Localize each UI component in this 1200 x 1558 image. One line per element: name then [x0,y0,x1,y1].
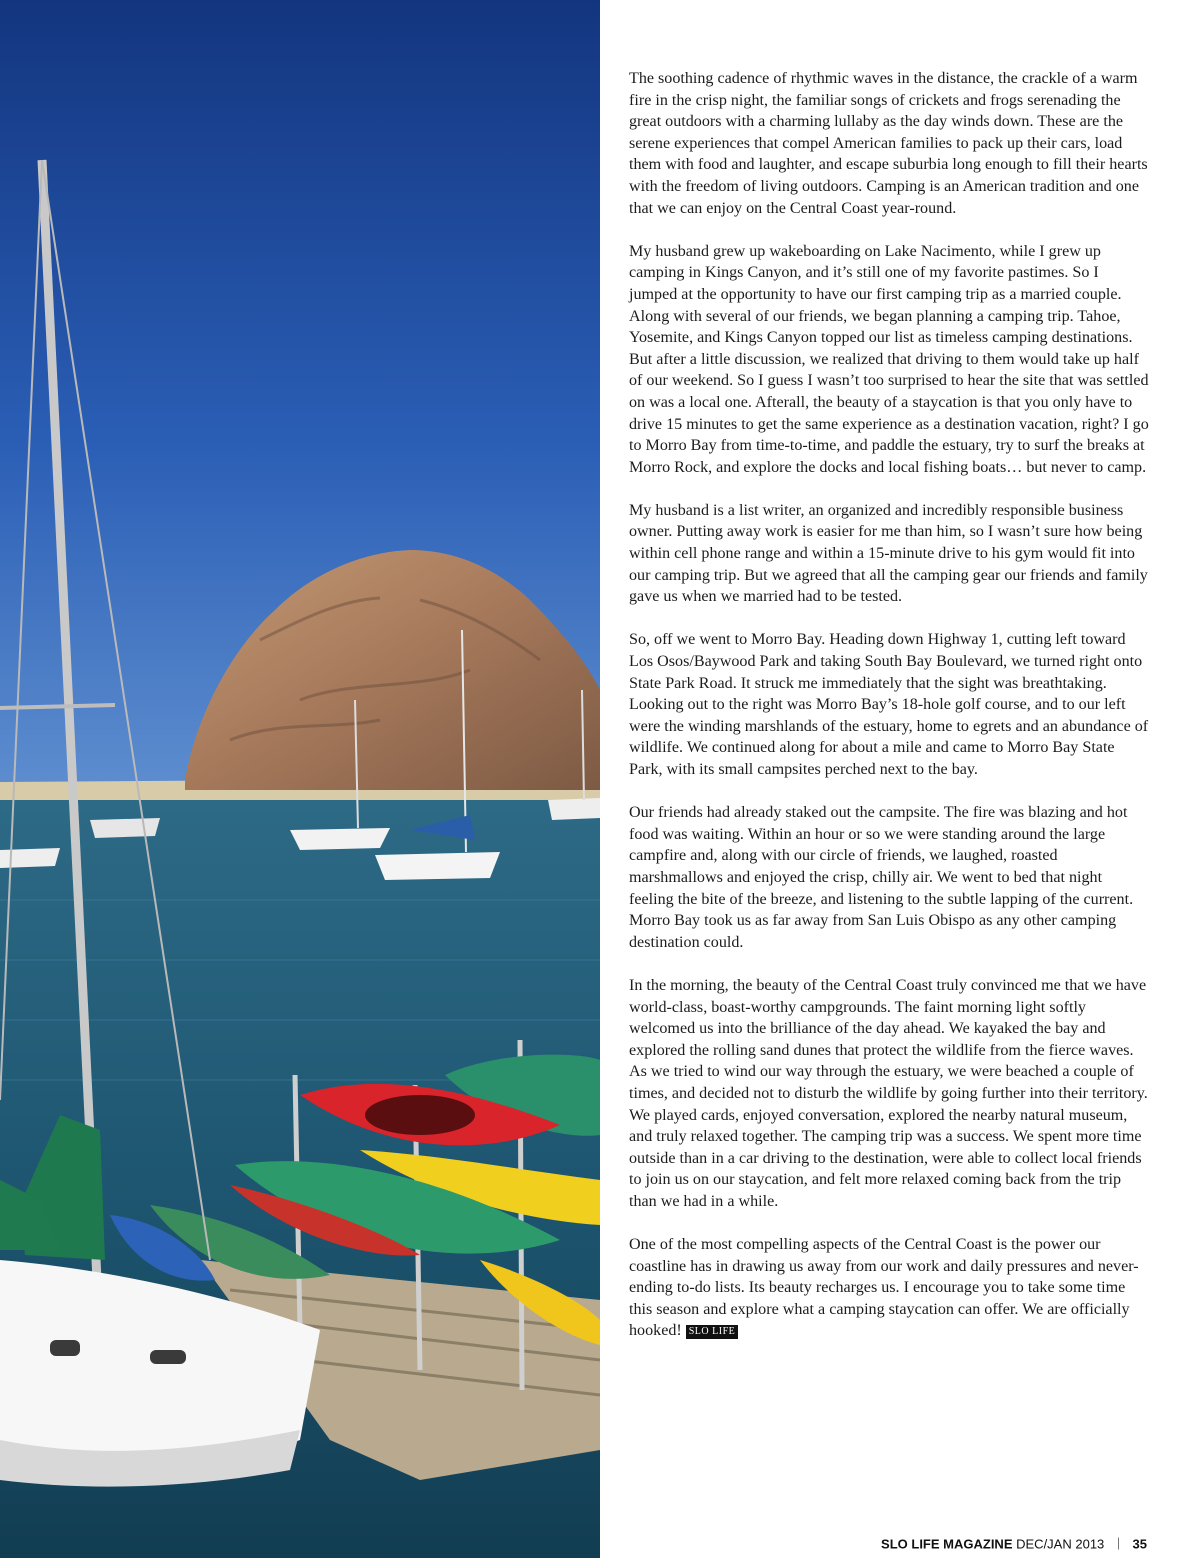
page-footer [881,1537,1147,1552]
issue-date: DEC/JAN 2013 [1016,1536,1105,1552]
footer-divider [1118,1538,1119,1550]
paragraph-7 [629,1234,1149,1342]
paragraph-5: Our friends had already staked out the campsite. The fire was blazing and hot food was waiting. Within an hour or so we were standing around the large campfire and, along with our circle of friends, we laughed, roasted marshmallows and enjoyed the crisp, chilly air. We went to bed that night feeling the bite of the breeze, and listening to the subtle lapping of the current. Morro Bay took us as far away from San Luis Obispo as any other camping destination could. [629,804,1134,951]
paragraph-7-text: One of the most compelling aspects of the Central Coast is the power our coastline has in drawing us away from our work and daily pressures and never-ending to-do lists. Its beauty recharges us. I encourage you to take some time this season and explore what a camping staycation can offer. We are officially hooked! [629,1236,1139,1340]
article-body [629,68,1149,1342]
paragraph-4: So, off we went to Morro Bay. Heading down Highway 1, cutting left toward Los Osos/Baywood Park and taking South Bay Boulevard, we turned right onto State Park Road. It struck me immediately that the sight was breathtaking. Looking out to the right was Morro Bay’s 18-hole golf course, and to our left were the winding marshlands of the estuary, home to egrets and an abundance of wildlife. We continued along for about a mile and came to Morro Bay State Park, with its small campsites perched next to the bay. [629,631,1149,778]
end-mark-logo: SLO LIFE [686,1325,739,1339]
paragraph-3: My husband is a list writer, an organized and incredibly responsible business owner. Putting away work is easier for me than him, so I wasn’t sure how being within cell phone range and within a 15-minute drive to his gym would fit into our camping trip. But we agreed that all the camping gear our friends and family gave us when we married had to be tested. [629,501,1148,606]
paragraph-6: In the morning, the beauty of the Central Coast truly convinced me that we have world-class, boast-worthy campgrounds. The faint morning light softly welcomed us into the brilliance of the day ahead. We kayaked the bay and explored the rolling sand dunes that protect the wildlife from the fierce waves. As we tried to wind our way through the estuary, we were beached a couple of times, and decided not to disturb the wildlife by going further into their territory. We played cards, enjoyed conversation, explored the nearby natural museum, and truly relaxed together. The camping trip was a success. We spent more time outside than in a car driving to the destination, were able to collect local friends to join us on our staycation, and felt more relaxed coming back from the trip than we had in a while. [629,976,1148,1210]
paragraph-2: My husband grew up wakeboarding on Lake Nacimento, while I grew up camping in Kings Canyon, and it’s still one of my favorite pastimes. So I jumped at the opportunity to have our first camping trip as a married couple. Along with several of our friends, we began planning a camping trip. Tahoe, Yosemite, and Kings Canyon topped our list as timeless camping destinations. But after a little discussion, we realized that driving to them would take up half of our weekend. So I guess I wasn’t too surprised to hear the site that was settled on was a local one. Afterall, the beauty of a staycation is that you only have to drive 15 minutes to get the same experience as a destination vacation, right? I go to Morro Bay from time-to-time, and paddle the estuary, try to surf the breaks at Morro Rock, and explore the docks and local fishing boats… but never to camp. [629,242,1149,476]
paragraph-1: The soothing cadence of rhythmic waves in the distance, the crackle of a warm fire in the crisp night, the familiar songs of crickets and frogs serenading the great outdoors with a charming lullaby as the day winds down. These are the serene experiences that compel American families to pack up their cars, load them with food and laughter, and escape suburbia long enough to fill their hearts with the freedom of living outdoors. Camping is an American tradition and one that we can enjoy on the Central Coast year-round. [629,70,1148,217]
magazine-name: SLO LIFE MAGAZINE [881,1536,1013,1552]
page-number: 35 [1132,1536,1147,1552]
